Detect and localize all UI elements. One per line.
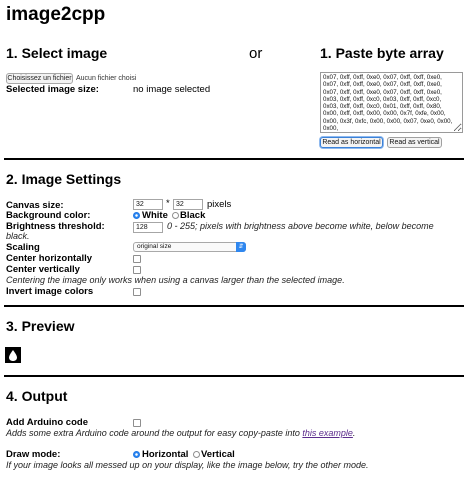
selected-size-label: Selected image size: bbox=[6, 84, 99, 95]
background-color-label: Background color: bbox=[6, 210, 91, 221]
preview-canvas bbox=[5, 347, 21, 363]
draw-vertical-radio[interactable] bbox=[193, 451, 200, 458]
divider bbox=[4, 305, 464, 307]
read-vertical-button[interactable]: Read as vertical bbox=[387, 137, 442, 148]
center-vertically-checkbox[interactable] bbox=[133, 266, 141, 274]
draw-horizontal-radio[interactable] bbox=[133, 451, 140, 458]
canvas-times: * bbox=[166, 198, 170, 209]
threshold-help-cont: black. bbox=[6, 231, 30, 241]
output-heading: 4. Output bbox=[6, 388, 68, 404]
select-image-heading: 1. Select image bbox=[6, 45, 108, 61]
canvas-size-label: Canvas size: bbox=[6, 200, 64, 211]
dropdown-arrows-icon: ⇵ bbox=[236, 242, 246, 252]
arduino-help bbox=[6, 428, 355, 438]
draw-mode-label: Draw mode: bbox=[6, 449, 61, 460]
draw-vertical-label: Vertical bbox=[201, 449, 235, 460]
invert-colors-checkbox[interactable] bbox=[133, 288, 141, 296]
scaling-select[interactable] bbox=[133, 242, 246, 252]
arduino-help-text: Adds some extra Arduino code around the output for easy copy-paste into bbox=[6, 428, 303, 438]
image-settings-heading: 2. Image Settings bbox=[6, 171, 122, 187]
preview-heading: 3. Preview bbox=[6, 318, 75, 334]
draw-mode-help: If your image looks all messed up on your display, like the image below, try the other mode. bbox=[6, 460, 369, 470]
or-separator: or bbox=[249, 45, 263, 62]
brightness-threshold-label: Brightness threshold: bbox=[6, 221, 105, 232]
arduino-code-label: Add Arduino code bbox=[6, 417, 88, 428]
selected-size-value: no image selected bbox=[133, 84, 211, 95]
arduino-code-checkbox[interactable] bbox=[133, 419, 141, 427]
center-horizontally-label: Center horizontally bbox=[6, 253, 93, 264]
paste-bytes-heading: 1. Paste byte array bbox=[320, 45, 444, 61]
app-title: image2cpp bbox=[6, 4, 106, 25]
center-note: Centering the image only works when using a canvas larger than the selected image. bbox=[6, 275, 345, 285]
canvas-width-input[interactable] bbox=[133, 199, 163, 210]
canvas-unit: pixels bbox=[207, 199, 232, 210]
scaling-selected-value: original size bbox=[137, 243, 172, 250]
divider bbox=[4, 375, 464, 377]
canvas-height-input[interactable] bbox=[173, 199, 203, 210]
divider bbox=[4, 158, 464, 160]
arduino-help-end: . bbox=[352, 428, 356, 438]
invert-colors-label: Invert image colors bbox=[6, 286, 94, 297]
bg-white-radio[interactable] bbox=[133, 212, 140, 219]
draw-horizontal-label: Horizontal bbox=[142, 449, 189, 460]
file-status: Aucun fichier choisi bbox=[76, 75, 137, 82]
read-horizontal-button[interactable]: Read as horizontal bbox=[320, 137, 383, 148]
choose-file-button[interactable]: Choisissez un fichier bbox=[7, 75, 72, 82]
bg-black-radio[interactable] bbox=[172, 212, 179, 219]
example-link[interactable]: this example bbox=[302, 428, 353, 438]
bg-white-label: White bbox=[142, 210, 168, 221]
byte-array-textarea[interactable] bbox=[320, 72, 463, 133]
center-horizontally-checkbox[interactable] bbox=[133, 255, 141, 263]
preview-drop-icon bbox=[5, 347, 21, 363]
threshold-help: 0 - 255; pixels with brightness above become white, below become bbox=[167, 221, 434, 231]
scaling-label: Scaling bbox=[6, 242, 40, 253]
bg-black-label: Black bbox=[180, 210, 206, 221]
center-vertically-label: Center vertically bbox=[6, 264, 80, 275]
threshold-input[interactable] bbox=[133, 222, 163, 233]
